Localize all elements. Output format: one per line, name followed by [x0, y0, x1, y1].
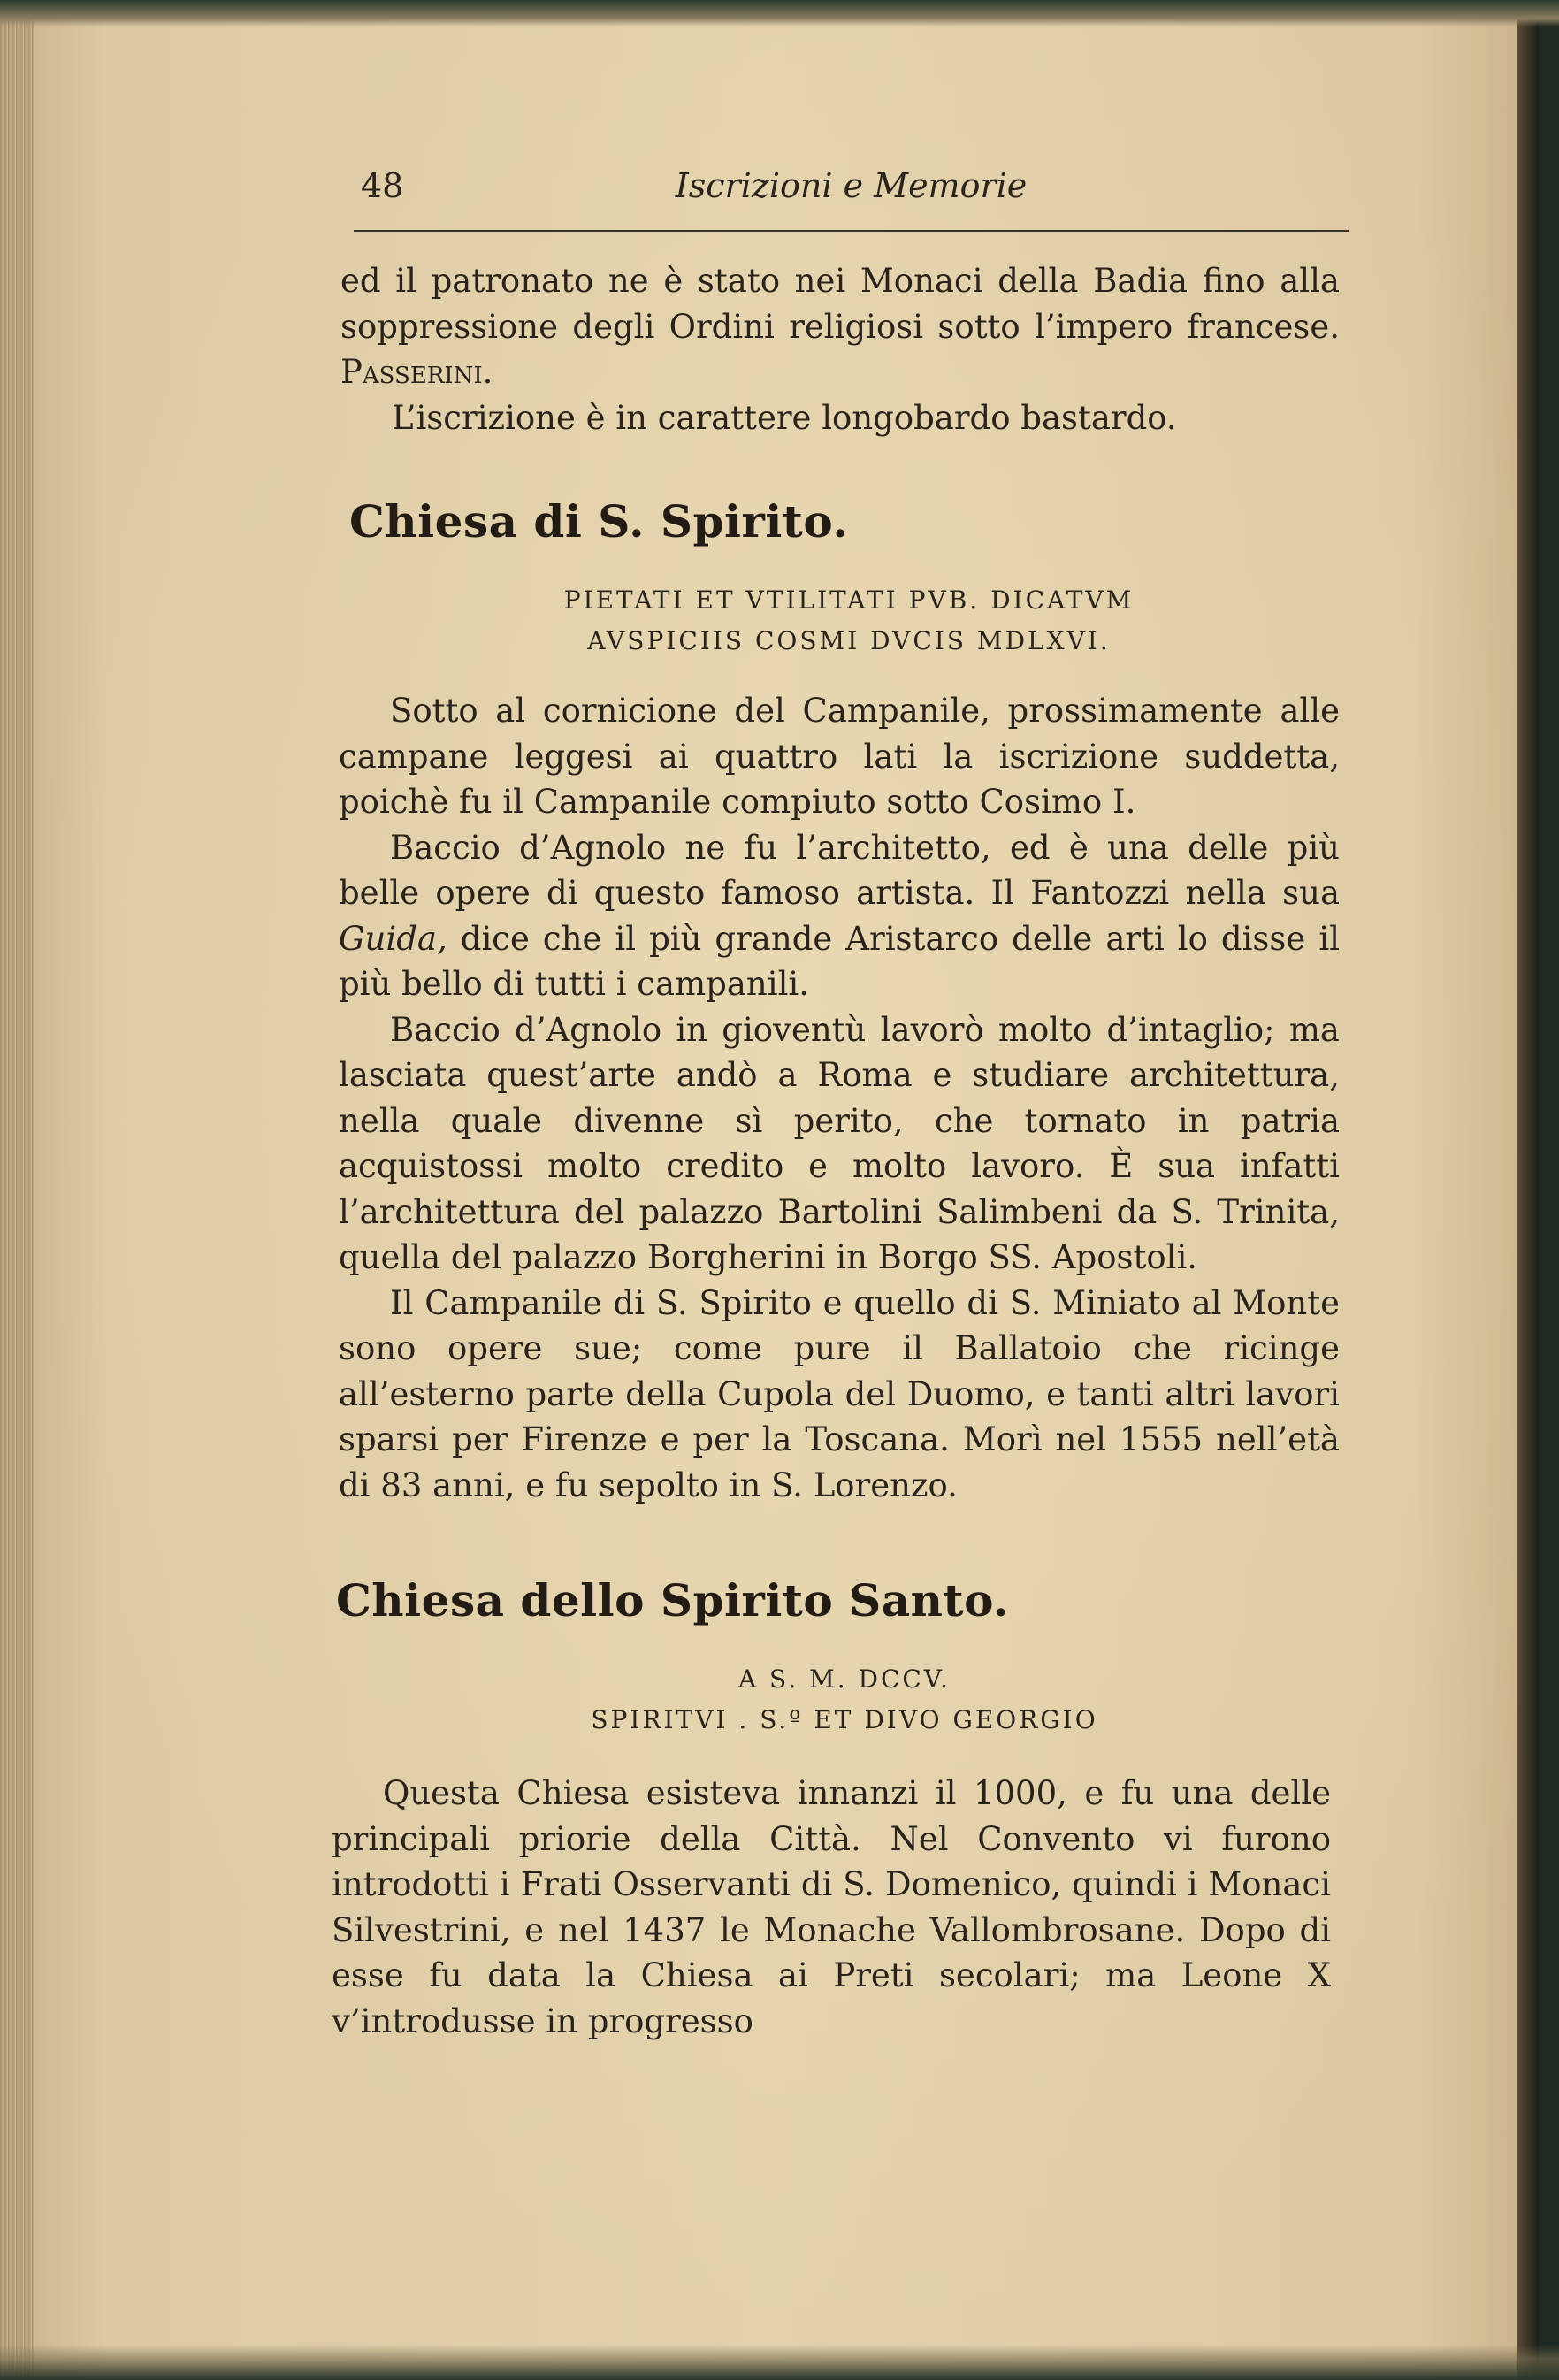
section1-body: [339, 688, 1340, 1508]
body-text: Baccio d’Agnolo ne fu l’architetto, ed è una delle più belle opere di questo famoso artista. Il Fantozzi nella sua: [339, 828, 1340, 912]
inscription-line: A S. M. DCCV.: [737, 1664, 951, 1694]
intro-paragraph: [340, 258, 1340, 395]
inscription-line: PIETATI ET VTILITATI PVB. DICATVM: [563, 585, 1135, 615]
author-citation: Passerini.: [340, 353, 493, 391]
book-top-edge: [0, 0, 1559, 27]
section2-body: [332, 1771, 1331, 2044]
page-stack-edge: [0, 0, 34, 2380]
guide-title: Guida,: [339, 919, 447, 958]
running-title: Iscrizioni e Memorie: [675, 166, 1028, 205]
section-title-spirito-santo: Chiesa dello Spirito Santo.: [336, 1574, 1010, 1626]
page-number: 48: [361, 166, 404, 205]
inscription-line: SPIRITVI . S.º ET DIVO GEORGIO: [591, 1705, 1098, 1734]
intro-note: L’iscrizione è in carattere longobardo bastardo.: [392, 398, 1177, 437]
body-paragraph: Questa Chiesa esisteva innanzi il 1000, e fu una delle principali priorie della Città. Nel Convento vi furono introdotti i Frati Osservanti di S. Domenico, quindi i Monaci Silvestrini, e nel 1437 le Monache Vallombrosane. Dopo di esse fu data la Chiesa ai Preti secolari; ma Leone X v’introdusse in progresso: [332, 1774, 1331, 2040]
body-paragraph: [339, 825, 1340, 1007]
body-paragraph: Baccio d’Agnolo in gioventù lavorò molto d’intaglio; ma lasciata quest’arte andò a Roma e studiare architettura, nella quale divenne sì perito, che tornato in patria acquistossi molto credito e molto lavoro. È sua infatti l’architettura del palazzo Bartolini Salimbeni da S. Trinita, quella del palazzo Borgherini in Borgo SS. Apostoli.: [339, 1010, 1340, 1276]
intro-paragraph-text: ed il patronato ne è stato nei Monaci della Badia fino alla soppressione degli Ordini religiosi sotto l’impero francese.: [340, 262, 1340, 346]
running-header: [354, 159, 1349, 232]
book-bottom-edge: [0, 2345, 1559, 2380]
intro-block: [340, 258, 1340, 440]
body-text: dice che il più grande Aristarco delle arti lo disse il più bello di tutti i campanili.: [339, 919, 1340, 1003]
inscription-block-1: [358, 580, 1340, 662]
section-title-santo-spirito: Chiesa di S. Spirito.: [349, 495, 849, 547]
inscription-block-2: [358, 1659, 1331, 1741]
book-right-edge: [1517, 0, 1539, 2380]
inscription-line: AVSPICIIS COSMI DVCIS MDLXVI.: [587, 626, 1111, 655]
body-paragraph: Sotto al cornicione del Campanile, prossimamente alle campane leggesi ai quattro lati la iscrizione suddetta, poichè fu il Campanile compiuto sotto Cosimo I.: [339, 692, 1340, 821]
body-paragraph: Il Campanile di S. Spirito e quello di S. Miniato al Monte sono opere sue; come pure il Ballatoio che ricinge all’esterno parte della Cupola del Duomo, e tanti altri lavori sparsi per Firenze e per la Toscana. Morì nel 1555 nell’età di 83 anni, e fu sepolto in S. Lorenzo.: [339, 1283, 1340, 1504]
